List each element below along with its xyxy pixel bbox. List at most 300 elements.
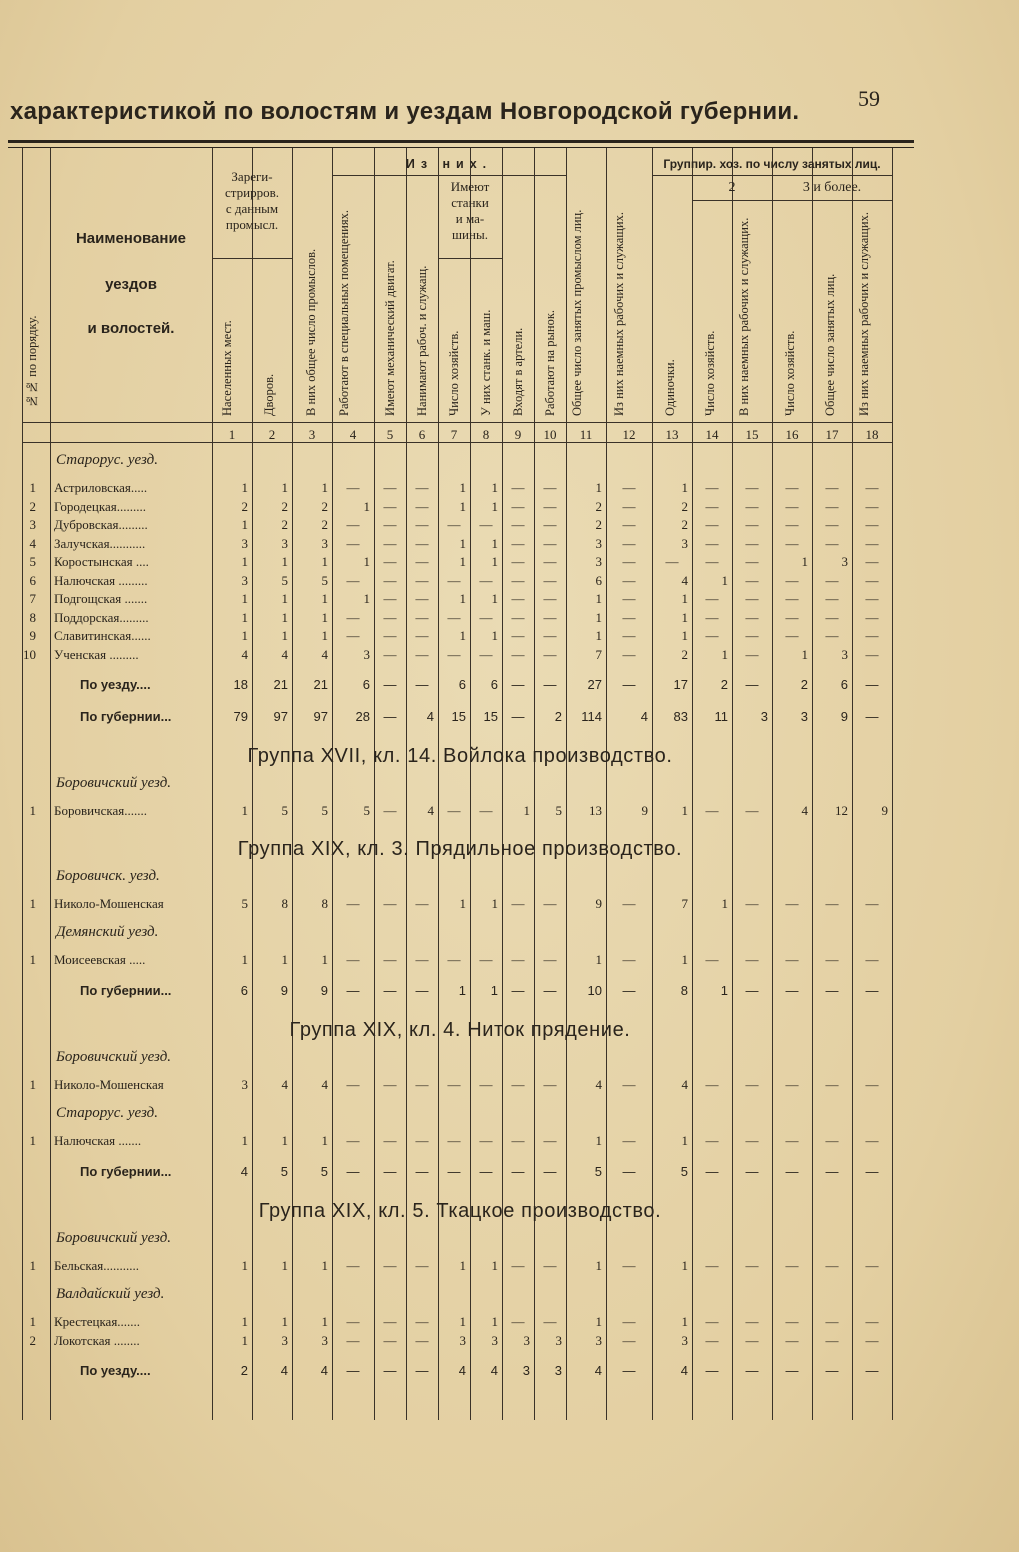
table-cell: 1 xyxy=(459,1314,466,1329)
group-title: Группа XIX, кл. 4. Ниток прядение. xyxy=(289,1018,631,1041)
total-label: По губернии... xyxy=(80,982,172,998)
table-cell: — xyxy=(415,628,429,643)
table-cell: 2 xyxy=(321,517,328,532)
table-row xyxy=(0,952,1019,970)
table-cell: 5 xyxy=(321,572,328,588)
column-number: 15 xyxy=(745,427,759,442)
table-cell: — xyxy=(785,1133,799,1148)
table-cell: — xyxy=(447,517,461,532)
table-cell: — xyxy=(447,572,461,588)
table-cell: 1 xyxy=(681,609,688,625)
district-name: Демянский уезд. xyxy=(56,924,159,940)
table-cell: 1 xyxy=(721,895,728,911)
table-cell: — xyxy=(865,1076,879,1092)
table-cell: — xyxy=(543,982,557,998)
table-cell: — xyxy=(825,1314,839,1329)
table-cell: 1 xyxy=(321,1314,328,1329)
table-cell: 8 xyxy=(321,895,328,911)
table-cell: — xyxy=(785,609,799,625)
table-cell: 1 xyxy=(681,1257,688,1273)
table-cell: — xyxy=(745,1363,759,1378)
column-number: 12 xyxy=(622,427,636,442)
table-cell: 4 xyxy=(426,709,434,724)
row-number: 1 xyxy=(29,803,36,818)
table-cell: 9 xyxy=(641,803,648,818)
table-cell: — xyxy=(825,517,839,532)
column-divider xyxy=(534,148,535,1420)
group-title: Группа XIX, кл. 5. Ткацкое производство. xyxy=(258,1199,662,1222)
table-cell: — xyxy=(622,572,636,588)
table-cell: — xyxy=(346,1133,360,1148)
header-registered-line: стрирров. xyxy=(225,185,279,200)
table-cell: — xyxy=(383,1257,397,1273)
column-number: 5 xyxy=(386,427,394,442)
table-cell: — xyxy=(383,982,397,998)
table-cell: — xyxy=(383,803,397,818)
table-cell: — xyxy=(511,628,525,643)
table-cell: — xyxy=(865,1257,879,1273)
column-divider xyxy=(470,148,471,1420)
column-number: 13 xyxy=(665,427,679,442)
table-cell: — xyxy=(745,572,759,588)
header-num-households: Число хозяйств. xyxy=(447,330,461,416)
table-cell: 4 xyxy=(801,803,808,818)
header-g2-hired: В них наемных рабочих и служащих. xyxy=(737,217,751,416)
table-cell: 1 xyxy=(491,628,498,643)
table-cell: — xyxy=(415,952,429,967)
table-cell: — xyxy=(415,895,429,911)
column-divider xyxy=(772,148,773,1420)
header-machines-line: станки xyxy=(451,195,489,210)
table-cell: 1 xyxy=(491,480,498,495)
header-artels: Входят в артели. xyxy=(511,327,525,416)
table-cell: 2 xyxy=(681,517,688,532)
table-cell: 1 xyxy=(363,498,370,514)
table-cell: — xyxy=(745,1332,759,1348)
table-cell: 3 xyxy=(321,1332,328,1348)
table-cell: — xyxy=(705,628,719,643)
table-cell: — xyxy=(383,498,397,514)
table-cell: — xyxy=(346,1363,360,1378)
table-cell: 1 xyxy=(681,628,688,643)
table-cell: — xyxy=(865,982,879,998)
table-cell: — xyxy=(415,677,429,692)
volost-name: Бельская........... xyxy=(54,1257,140,1273)
table-cell: — xyxy=(785,1076,799,1092)
table-row xyxy=(0,896,1019,914)
table-cell: — xyxy=(346,628,360,643)
table-cell: — xyxy=(511,709,525,724)
table-cell: 2 xyxy=(800,677,808,692)
header-of-them: Из них. xyxy=(405,157,493,171)
table-cell: — xyxy=(543,535,557,551)
total-row xyxy=(0,709,1019,727)
table-cell: — xyxy=(705,517,719,532)
column-divider xyxy=(812,148,813,1420)
table-cell: — xyxy=(665,554,679,569)
row-number: 9 xyxy=(29,628,36,643)
table-cell: — xyxy=(543,554,557,569)
table-row xyxy=(0,517,1019,535)
table-cell: — xyxy=(543,480,557,495)
table-cell: — xyxy=(479,1076,493,1092)
table-cell: — xyxy=(745,1314,759,1329)
total-row xyxy=(0,983,1019,1001)
table-cell: — xyxy=(447,952,461,967)
volost-name: Локотская ........ xyxy=(54,1332,140,1348)
table-cell: 5 xyxy=(320,1163,328,1179)
table-cell: — xyxy=(865,591,879,606)
table-cell: — xyxy=(622,1076,636,1092)
table-cell: — xyxy=(346,1314,360,1329)
table-cell: 1 xyxy=(681,1133,688,1148)
table-cell: 8 xyxy=(281,895,288,911)
table-cell: 5 xyxy=(281,572,288,588)
table-cell: 9 xyxy=(840,709,848,724)
table-cell: — xyxy=(745,803,759,818)
table-cell: — xyxy=(383,1332,397,1348)
header-machines-line: Имеют xyxy=(450,179,490,194)
table-cell: 83 xyxy=(673,709,688,724)
header-registered-line: Зареги- xyxy=(231,169,273,184)
table-cell: 2 xyxy=(554,709,562,724)
table-cell: — xyxy=(383,480,397,495)
header-registered-line: промысл. xyxy=(225,217,279,232)
table-cell: 6 xyxy=(840,677,848,692)
table-cell: 3 xyxy=(321,535,328,551)
table-cell: 2 xyxy=(240,1363,248,1378)
header-bottom-line xyxy=(22,422,892,423)
column-divider xyxy=(502,148,503,1420)
table-cell: — xyxy=(415,535,429,551)
volost-name: Коростынская .... xyxy=(54,554,149,569)
table-cell: — xyxy=(825,609,839,625)
table-cell: — xyxy=(383,1076,397,1092)
table-cell: — xyxy=(622,591,636,606)
table-cell: 6 xyxy=(458,677,466,692)
district-name: Старорус. уезд. xyxy=(56,1105,158,1121)
header-total-persons: Общее число занятых промыслом лиц. xyxy=(570,209,584,416)
table-cell: 2 xyxy=(281,498,288,514)
table-cell: — xyxy=(383,535,397,551)
table-cell: — xyxy=(511,1076,525,1092)
table-cell: — xyxy=(415,554,429,569)
volost-name: Налючская ......... xyxy=(54,572,148,588)
column-divider xyxy=(406,148,407,1420)
table-cell: — xyxy=(825,591,839,606)
volost-name: Моисеевская ..... xyxy=(54,952,146,967)
table-cell: — xyxy=(346,1076,360,1092)
table-cell: 1 xyxy=(321,1257,328,1273)
table-cell: 18 xyxy=(233,677,248,692)
table-cell: — xyxy=(346,982,360,998)
table-cell: 1 xyxy=(241,1332,248,1348)
table-cell: 4 xyxy=(458,1363,466,1378)
table-cell: — xyxy=(543,895,557,911)
column-divider xyxy=(252,148,253,1420)
column-number: 7 xyxy=(450,427,458,442)
table-cell: — xyxy=(825,480,839,495)
table-cell: 4 xyxy=(595,1076,602,1092)
table-cell: 3 xyxy=(281,535,288,551)
table-cell: 1 xyxy=(595,1257,602,1273)
column-divider xyxy=(292,148,293,1420)
table-cell: 1 xyxy=(281,952,288,967)
table-cell: — xyxy=(865,480,879,495)
header-name-line3: и волостей. xyxy=(87,320,175,337)
table-cell: — xyxy=(865,1163,879,1179)
table-row xyxy=(0,803,1019,821)
table-cell: 6 xyxy=(595,572,602,588)
table-cell: — xyxy=(346,1163,360,1179)
table-cell: 1 xyxy=(241,1257,248,1273)
header-top-rule xyxy=(8,147,914,148)
row-number: 2 xyxy=(29,1332,36,1348)
table-cell: 1 xyxy=(595,952,602,967)
table-cell: — xyxy=(622,628,636,643)
table-cell: — xyxy=(825,498,839,514)
table-row xyxy=(0,1258,1019,1276)
column-divider xyxy=(606,148,607,1420)
table-cell: 5 xyxy=(555,803,562,818)
table-cell: 1 xyxy=(459,591,466,606)
table-cell: 5 xyxy=(280,1163,288,1179)
table-cell: — xyxy=(543,517,557,532)
table-cell: — xyxy=(415,1314,429,1329)
table-cell: — xyxy=(865,572,879,588)
table-cell: 21 xyxy=(273,677,288,692)
table-cell: — xyxy=(511,1257,525,1273)
row-number: 6 xyxy=(29,572,36,588)
header-hire-workers: Нанимают рабоч. и служащ. xyxy=(415,265,429,416)
table-cell: — xyxy=(543,1314,557,1329)
table-cell: — xyxy=(622,952,636,967)
table-cell: 1 xyxy=(491,535,498,551)
table-cell: 2 xyxy=(681,498,688,514)
column-number: 16 xyxy=(785,427,799,442)
registered-subline xyxy=(212,258,292,259)
table-cell: 1 xyxy=(801,646,808,662)
table-cell: 3 xyxy=(841,554,848,569)
column-divider xyxy=(332,148,333,1420)
table-row xyxy=(0,536,1019,554)
table-cell: — xyxy=(415,1363,429,1378)
table-row xyxy=(0,499,1019,517)
table-cell: — xyxy=(785,1363,799,1378)
volost-name: Налючская ....... xyxy=(54,1133,142,1148)
table-cell: — xyxy=(511,1133,525,1148)
table-cell: — xyxy=(511,609,525,625)
row-number: 1 xyxy=(29,952,36,967)
table-cell: — xyxy=(705,1314,719,1329)
table-cell: — xyxy=(346,609,360,625)
table-cell: — xyxy=(785,1257,799,1273)
table-cell: 3 xyxy=(459,1332,466,1348)
table-cell: — xyxy=(865,535,879,551)
table-cell: — xyxy=(511,1314,525,1329)
table-cell: 1 xyxy=(491,498,498,514)
column-divider xyxy=(566,148,567,1420)
table-cell: — xyxy=(479,1163,493,1179)
table-cell: — xyxy=(865,952,879,967)
table-cell: — xyxy=(383,1163,397,1179)
row-number: 2 xyxy=(29,498,36,514)
total-label: По губернии... xyxy=(80,709,172,724)
column-number: 9 xyxy=(514,427,522,442)
header-settlements: Населенных мест. xyxy=(220,320,234,416)
table-cell: — xyxy=(346,535,360,551)
table-cell: 15 xyxy=(483,709,498,724)
table-cell: 97 xyxy=(313,709,328,724)
header-market: Работают на рынок. xyxy=(543,309,557,416)
table-cell: 10 xyxy=(587,982,602,998)
table-cell: — xyxy=(745,498,759,514)
grouping-sub2 xyxy=(692,200,892,201)
table-cell: — xyxy=(785,895,799,911)
table-cell: — xyxy=(543,609,557,625)
row-number: 1 xyxy=(29,1076,36,1092)
table-cell: — xyxy=(825,535,839,551)
table-cell: — xyxy=(865,498,879,514)
table-cell: — xyxy=(865,517,879,532)
total-row xyxy=(0,1164,1019,1182)
table-cell: 1 xyxy=(681,803,688,818)
table-cell: — xyxy=(825,628,839,643)
table-cell: 9 xyxy=(881,803,888,818)
table-cell: — xyxy=(705,1332,719,1348)
table-cell: — xyxy=(865,628,879,643)
table-cell: — xyxy=(705,535,719,551)
row-number: 8 xyxy=(29,609,36,625)
table-cell: — xyxy=(479,517,493,532)
table-cell: — xyxy=(865,646,879,662)
table-cell: — xyxy=(705,498,719,514)
table-cell: 2 xyxy=(241,498,248,514)
table-cell: — xyxy=(745,1163,759,1179)
table-cell: 1 xyxy=(321,480,328,495)
volost-name: Славитинская...... xyxy=(54,628,151,643)
table-cell: — xyxy=(543,677,557,692)
table-cell: 1 xyxy=(595,1314,602,1329)
table-cell: 1 xyxy=(459,480,466,495)
table-cell: — xyxy=(479,609,493,625)
table-cell: — xyxy=(447,609,461,625)
total-label: По уезду.... xyxy=(80,677,151,692)
header-machines-line: и ма- xyxy=(455,211,485,226)
table-cell: — xyxy=(543,952,557,967)
volost-name: Ученская ......... xyxy=(54,646,139,662)
total-label: По уезду.... xyxy=(80,1363,151,1378)
row-number: 3 xyxy=(29,517,36,532)
table-cell: 3 xyxy=(281,1332,288,1348)
table-cell: 1 xyxy=(241,1133,248,1148)
column-number: 4 xyxy=(349,427,357,442)
table-cell: — xyxy=(785,1332,799,1348)
table-cell: — xyxy=(415,646,429,662)
table-cell: 2 xyxy=(720,677,728,692)
table-cell: 21 xyxy=(313,677,328,692)
table-row xyxy=(0,591,1019,609)
table-cell: — xyxy=(705,480,719,495)
table-cell: 1 xyxy=(241,628,248,643)
row-number: 1 xyxy=(29,1314,36,1329)
table-cell: 1 xyxy=(363,591,370,606)
table-cell: 1 xyxy=(241,554,248,569)
header-machines-line: шины. xyxy=(452,227,488,242)
table-cell: — xyxy=(543,498,557,514)
table-cell: 79 xyxy=(233,709,248,724)
volost-name: Подгощская ....... xyxy=(54,591,148,606)
row-number: 1 xyxy=(29,1257,36,1273)
table-cell: 1 xyxy=(459,498,466,514)
table-cell: 1 xyxy=(281,480,288,495)
table-cell: 2 xyxy=(681,646,688,662)
table-row xyxy=(0,628,1019,646)
header-g3-households: Число хозяйств. xyxy=(783,330,797,416)
title-rule xyxy=(8,140,914,143)
table-cell: — xyxy=(415,1163,429,1179)
table-cell: 1 xyxy=(241,952,248,967)
column-number: 11 xyxy=(579,427,593,442)
table-cell: 4 xyxy=(427,803,434,818)
table-cell: — xyxy=(622,498,636,514)
table-cell: 5 xyxy=(594,1163,602,1179)
page-title: характеристикой по волостям и уездам Новгородской губернии. xyxy=(10,98,800,125)
table-cell: — xyxy=(825,1363,839,1378)
table-cell: — xyxy=(705,554,719,569)
table-cell: — xyxy=(785,498,799,514)
column-divider xyxy=(212,148,213,1420)
table-cell: — xyxy=(745,895,759,911)
table-cell: — xyxy=(511,646,525,662)
table-cell: — xyxy=(745,1076,759,1092)
table-cell: — xyxy=(745,535,759,551)
table-cell: — xyxy=(511,517,525,532)
table-cell: — xyxy=(415,1332,429,1348)
table-cell: — xyxy=(383,1363,397,1378)
table-cell: 3 xyxy=(491,1332,498,1348)
district-name: Боровичский уезд. xyxy=(56,1048,172,1065)
table-cell: 13 xyxy=(589,803,602,818)
table-cell: 7 xyxy=(681,895,688,911)
table-cell: 4 xyxy=(241,646,248,662)
table-cell: 3 xyxy=(241,535,248,551)
table-cell: 3 xyxy=(555,1332,562,1348)
table-cell: — xyxy=(705,609,719,625)
table-cell: 1 xyxy=(281,554,288,569)
header-households: Дворов. xyxy=(262,373,276,416)
table-cell: — xyxy=(865,1332,879,1348)
table-cell: — xyxy=(622,895,636,911)
table-cell: 1 xyxy=(241,1314,248,1329)
row-number: 1 xyxy=(29,1133,36,1148)
table-cell: — xyxy=(511,498,525,514)
of-them-subline xyxy=(332,175,566,176)
table-cell: 17 xyxy=(673,677,688,692)
table-cell: — xyxy=(479,1133,493,1148)
table-cell: 9 xyxy=(320,982,328,998)
volost-name: Городецкая......... xyxy=(54,498,146,514)
header-name-line2: уездов xyxy=(105,276,157,293)
table-cell: — xyxy=(479,952,493,967)
table-cell: — xyxy=(346,517,360,532)
table-cell: 3 xyxy=(800,709,808,724)
table-cell: 8 xyxy=(680,982,688,998)
table-cell: — xyxy=(865,609,879,625)
table-cell: — xyxy=(383,1314,397,1329)
table-cell: — xyxy=(622,677,636,692)
table-cell: 1 xyxy=(801,554,808,569)
